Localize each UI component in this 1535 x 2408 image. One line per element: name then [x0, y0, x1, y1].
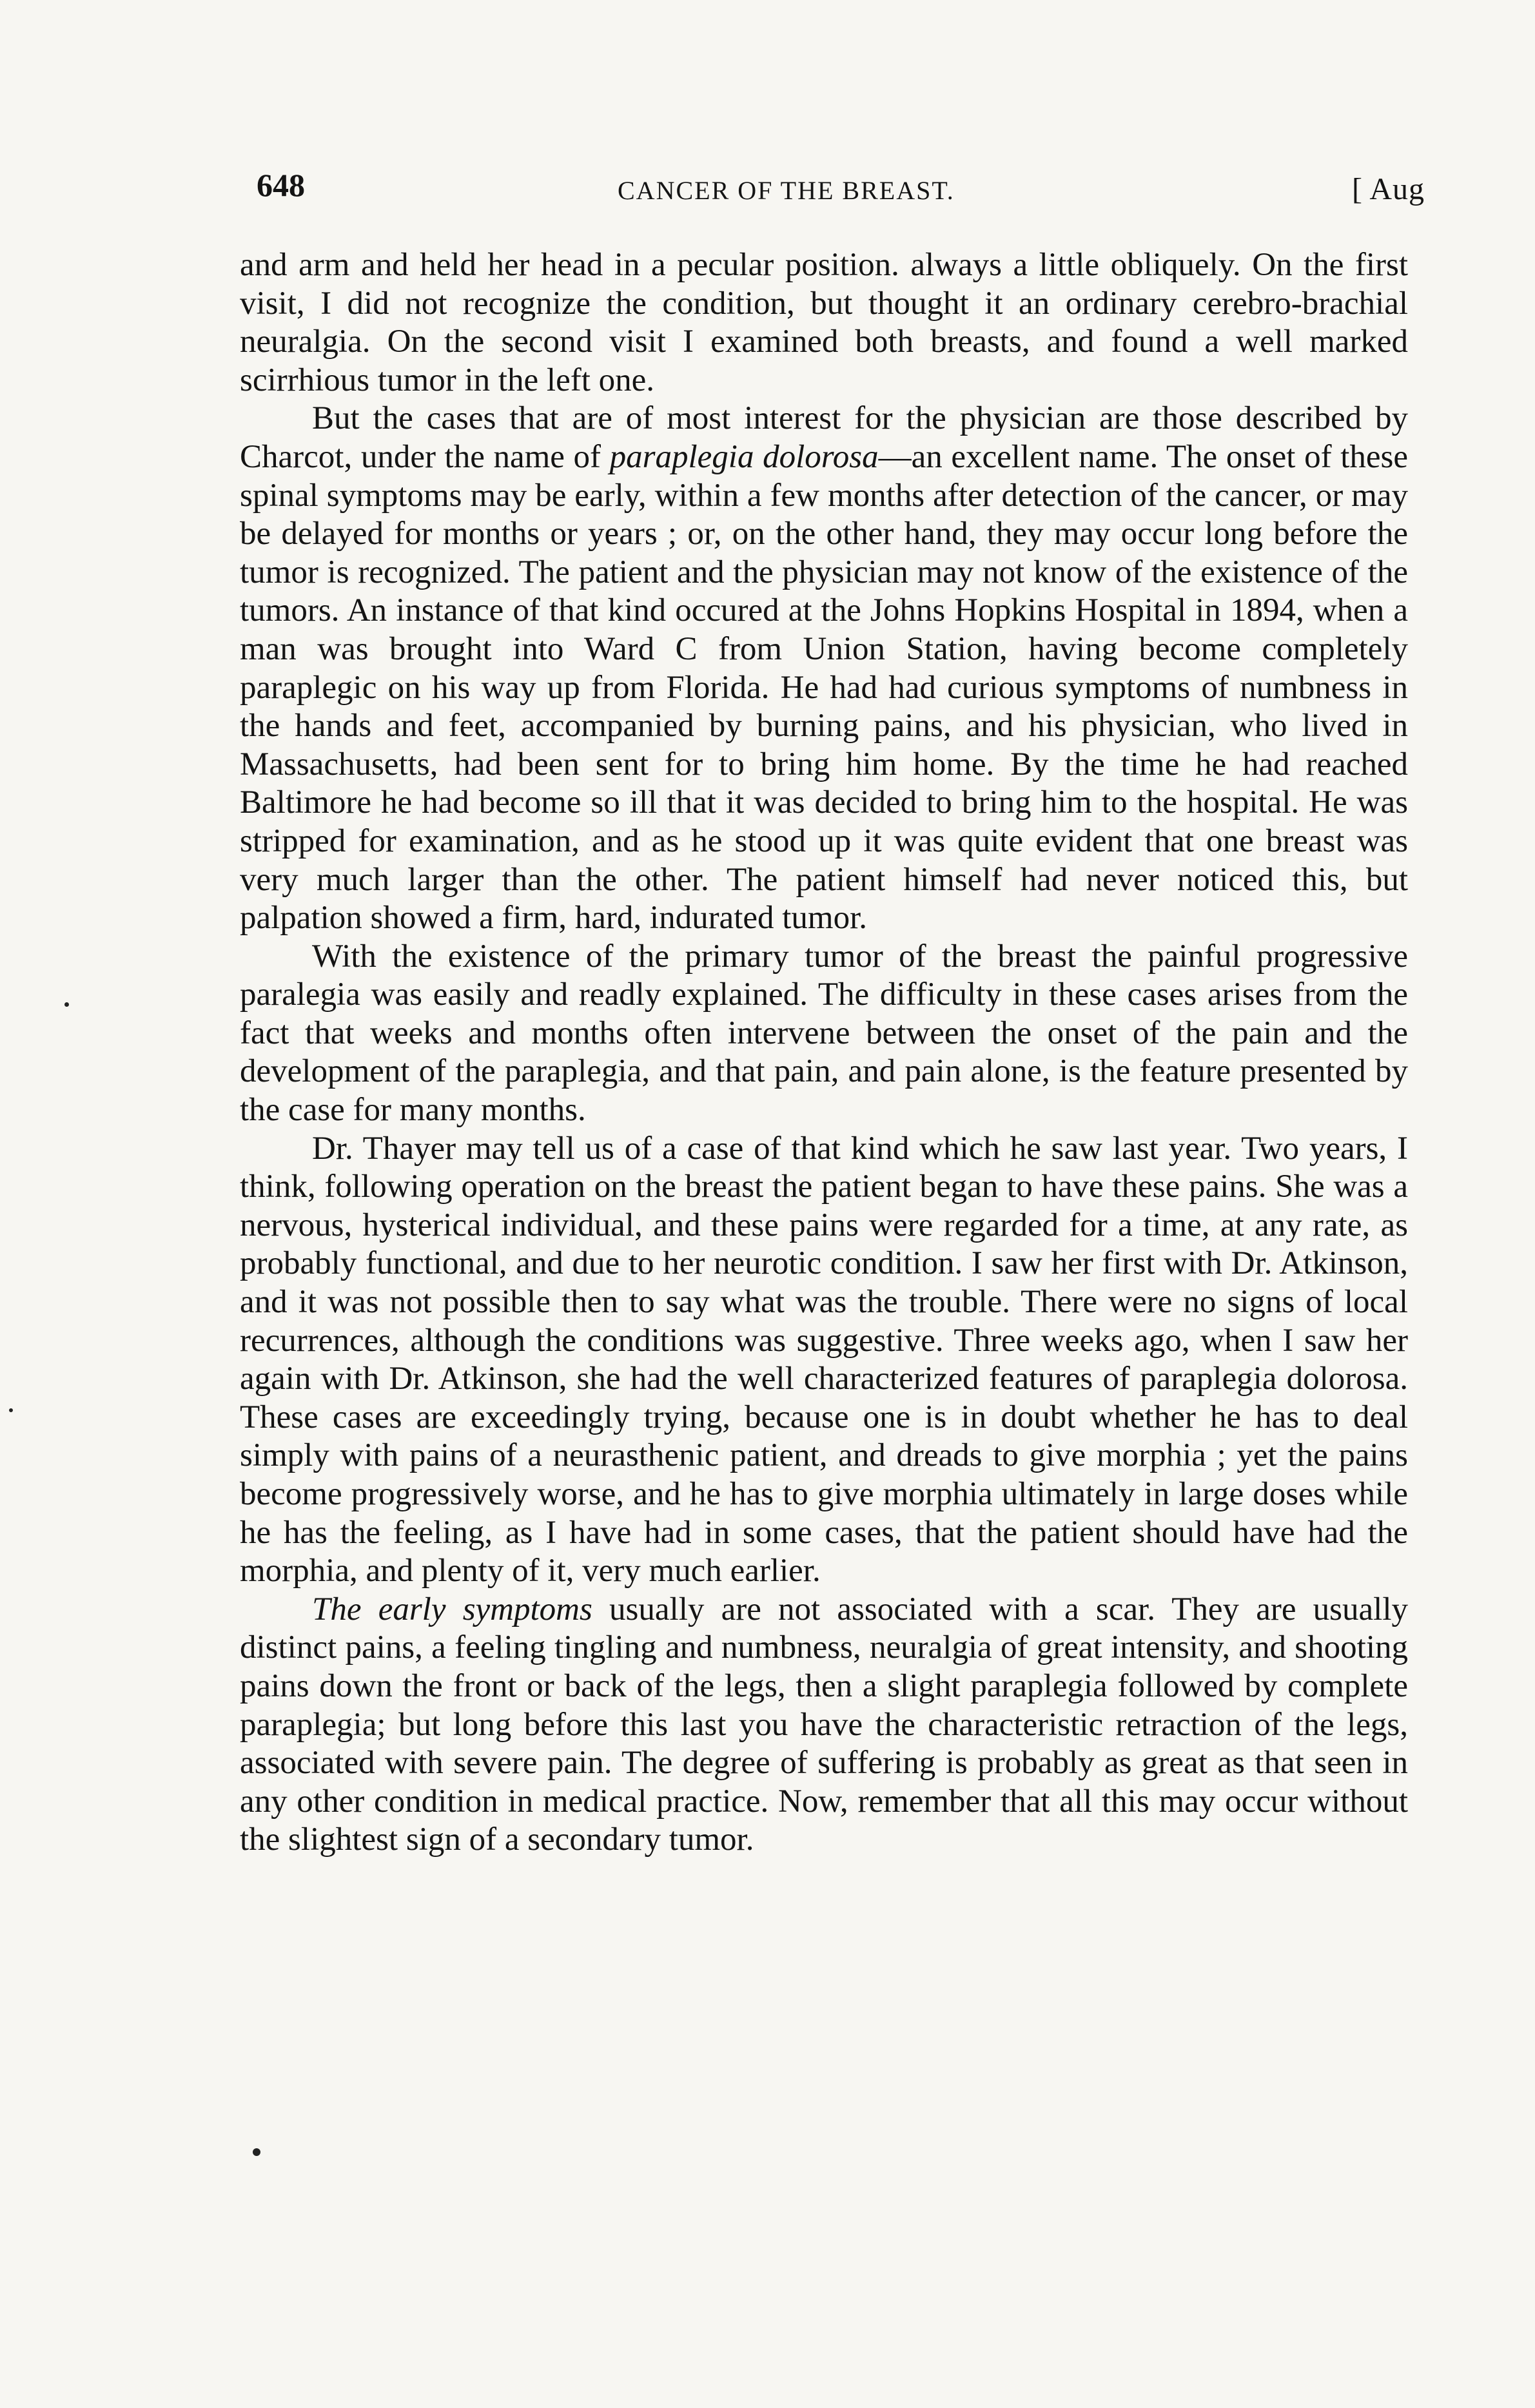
body-text: usually are not associated with a scar. They are usually distinct pains, a feeling tingling and numbness, neuralgia of great intensity, and shooting pains down the front or back of the legs, then a slight paraplegia followed by complete paraplegia; but long before this last you have the characteristic retraction of the legs, associated with severe pain. The degree of suffering is probably as great as that seen in any other condition in medical practice. Now, remember that all this may occur without the slightest sign of a secondary tumor.: [240, 1591, 1408, 1858]
paragraph-5: [240, 1591, 1408, 1859]
paragraph-2: [240, 400, 1408, 937]
body-text: Dr. Thayer may tell us of a case of that kind which he saw last year. Two years, I think, following operation on the breast the patient began to have these pains. She was a nervous, hysterical individual, and these pains were regarded for a time, at any rate, as probably functional, and due to her neurotic condition. I saw her first with Dr. Atkinson, and it was not possible then to say what was the trouble. There were no signs of local recurrences, although the conditions was suggestive. Three weeks ago, when I saw her again with Dr. Atkinson, she had the well characterized features of paraplegia dolorosa. These cases are exceedingly trying, because one is in doubt whether he has to deal simply with pains of a neurasthenic patient, and dreads to give morphia ; yet the pains become progressively worse, and he has to give morphia ultimately in large doses while he has the feeling, as I have had in some cases, that the patient should have had the morphia, and plenty of it, very much earlier.: [240, 1130, 1408, 1589]
header-month-mark: [ Aug: [1352, 172, 1425, 206]
body-text: But the cases that are of most interest for the physician are those described by Charcot, under the name of: [240, 400, 1408, 475]
margin-speck: [64, 1002, 69, 1007]
margin-speck: [9, 1408, 13, 1412]
body-text: and arm and held her head in a pecular position. always a little obliquely. On the first visit, I did not recognize the condition, but thought it an ordinary cerebro-brachial neuralgia. On the second visit I examined both breasts, and found a well marked scirrhious tumor in the left one.: [240, 247, 1408, 398]
page-number: 648: [257, 167, 305, 203]
text-body: [240, 246, 1408, 1859]
margin-speck: [253, 2148, 260, 2156]
paragraph-1: [240, 246, 1408, 400]
italic-text: paraplegia dolorosa: [609, 438, 879, 475]
body-text: —an excellent name. The onset of these spinal symptoms may be early, within a few months after detection of the cancer, or may be delayed for months or years ; or, on the other hand, they may occur long before the tumor is recognized. The patient and the physician may not know of the existence of the tumors. An instance of that kind occured at the Johns Hopkins Hospital in 1894, when a man was brought into Ward C from Union Station, having become completely paraplegic on his way up from Florida. He had had curious symptoms of numbness in the hands and feet, accompanied by burning pains, and his physician, who lived in Massachusetts, had been sent for to bring him home. By the time he had reached Baltimore he had become so ill that it was decided to bring him to the hospital. He was stripped for examination, and as he stood up it was quite evident that one breast was very much larger than the other. The patient himself had never noticed this, but palpation showed a firm, hard, indurated tumor.: [240, 438, 1408, 937]
body-text: With the existence of the primary tumor of the breast the painful progressive paralegia was easily and readly explained. The difficulty in these cases arises from the fact that weeks and months often intervene between the onset of the pain and the development of the paraplegia, and that pain, and pain alone, is the feature presented by the case for many months.: [240, 938, 1408, 1129]
page-header: [257, 166, 1425, 211]
paragraph-3: [240, 938, 1408, 1130]
running-title: CANCER OF THE BREAST.: [618, 176, 955, 205]
italic-text: The early symptoms: [312, 1591, 592, 1627]
paragraph-4: [240, 1130, 1408, 1591]
